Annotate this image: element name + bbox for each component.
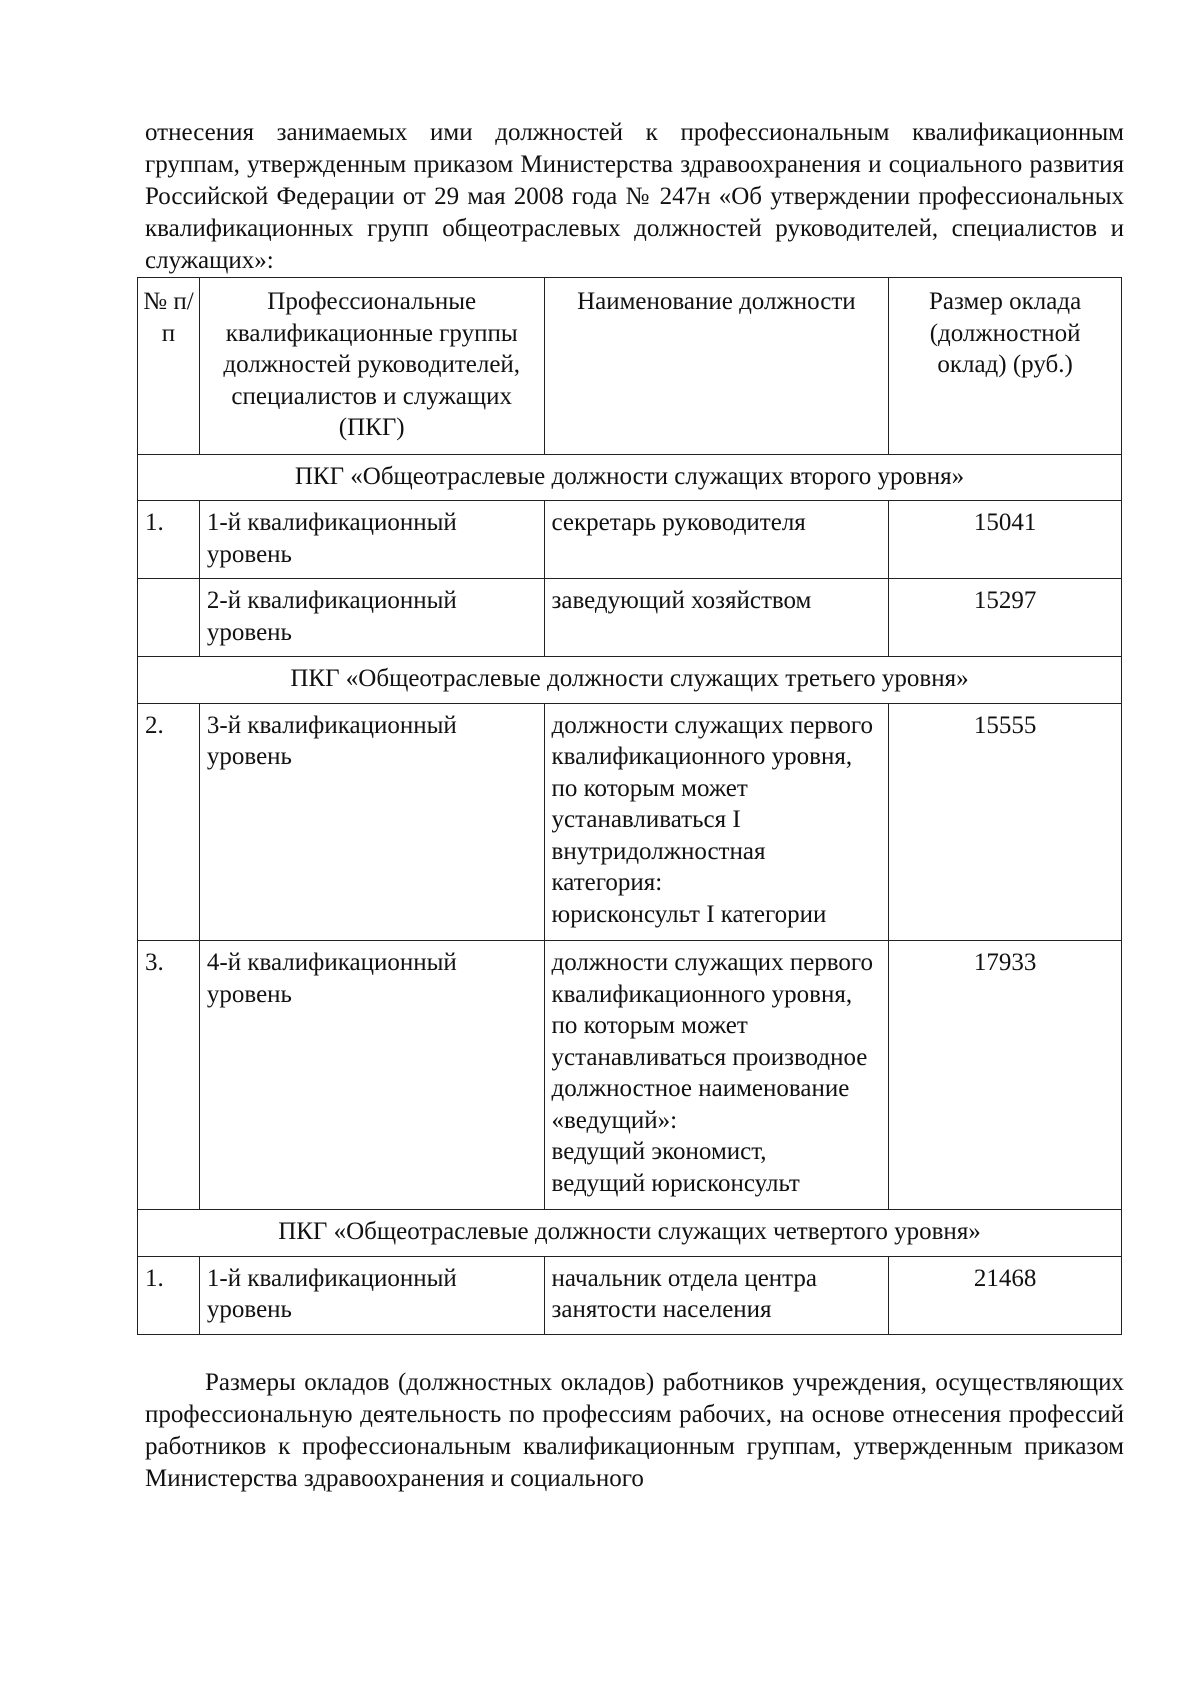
- row-group: 1-й квалификационный уровень: [199, 501, 544, 579]
- intro-paragraph: отнесения занимаемых ими должностей к профессиональным квалификационным группам, утвержденным приказом Министерства здравоохранения и социального развития Российской Федерации от 29 мая 2008 года № 247н «Об утверждении профессиональных квалификационных групп общеотраслевых должностей руководителей, специалистов и служащих»:: [145, 119, 1124, 274]
- row-position: [544, 579, 889, 657]
- row-group: 4-й квалификационный уровень: [199, 941, 544, 1210]
- row-salary: 17933: [889, 941, 1122, 1210]
- table-row: [138, 703, 1122, 941]
- row-number: 2.: [138, 703, 200, 941]
- section-block: [138, 454, 1122, 657]
- outro-paragraph: Размеры окладов (должностных окладов) работников учреждения, осуществляющих профессиональную деятельность по профессиям рабочих, на основе отнесения профессий работников к профессиональным квалификационным группам, утвержденным приказом Министерства здравоохранения и социального: [145, 1368, 1124, 1492]
- section-block: [138, 1210, 1122, 1335]
- header-salary: Размер оклада (должностной оклад) (руб.): [889, 278, 1122, 455]
- row-position: [544, 501, 889, 579]
- position-example: юрисконсульт I категории: [551, 900, 827, 928]
- section-title: ПКГ «Общеотраслевые должности служащих второго уровня»: [138, 454, 1122, 501]
- salary-table: [137, 277, 1122, 1335]
- section-title: ПКГ «Общеотраслевые должности служащих четвертого уровня»: [138, 1210, 1122, 1257]
- row-salary: 15041: [889, 501, 1122, 579]
- section-row: [138, 454, 1122, 501]
- row-position: [544, 703, 889, 941]
- row-group: 3-й квалификационный уровень: [199, 703, 544, 941]
- position-text: секретарь руководителя: [551, 509, 806, 536]
- row-number: 3.: [138, 941, 200, 1210]
- table-row: [138, 1256, 1122, 1334]
- section-row: [138, 1210, 1122, 1257]
- position-text: заведующий хозяйством: [551, 587, 812, 614]
- document-page: [145, 117, 1124, 1495]
- table-header-row: [138, 278, 1122, 455]
- position-text: начальник отдела центра занятости населения: [551, 1264, 818, 1323]
- row-number: 1.: [138, 1256, 200, 1334]
- table-row: [138, 579, 1122, 657]
- table-row: [138, 501, 1122, 579]
- section-block: [138, 657, 1122, 1210]
- position-text: должности служащих первого квалификационного уровня, по которым может устанавливаться производное должностное наименование «ведущий»:: [551, 949, 874, 1134]
- section-title: ПКГ «Общеотраслевые должности служащих третьего уровня»: [138, 657, 1122, 704]
- position-example: ведущий юрисконсульт: [551, 1169, 800, 1197]
- row-position: [544, 1256, 889, 1334]
- header-num: № п/п: [138, 278, 200, 455]
- position-example: ведущий экономист,: [551, 1138, 767, 1165]
- section-row: [138, 657, 1122, 704]
- row-number: 1.: [138, 501, 200, 579]
- header-group: Профессиональные квалификационные группы должностей руководителей, специалистов и служащих (ПКГ): [199, 278, 544, 455]
- table-row: [138, 941, 1122, 1210]
- position-text: должности служащих первого квалификационного уровня, по которым может устанавливаться I внутридолжностная категория:: [551, 711, 874, 896]
- row-salary: 21468: [889, 1256, 1122, 1334]
- row-salary: 15297: [889, 579, 1122, 657]
- row-group: 1-й квалификационный уровень: [199, 1256, 544, 1334]
- row-group: 2-й квалификационный уровень: [199, 579, 544, 657]
- outro-block: [145, 1367, 1124, 1495]
- row-position: [544, 941, 889, 1210]
- row-number: [138, 579, 200, 657]
- row-salary: 15555: [889, 703, 1122, 941]
- header-position: Наименование должности: [544, 278, 889, 455]
